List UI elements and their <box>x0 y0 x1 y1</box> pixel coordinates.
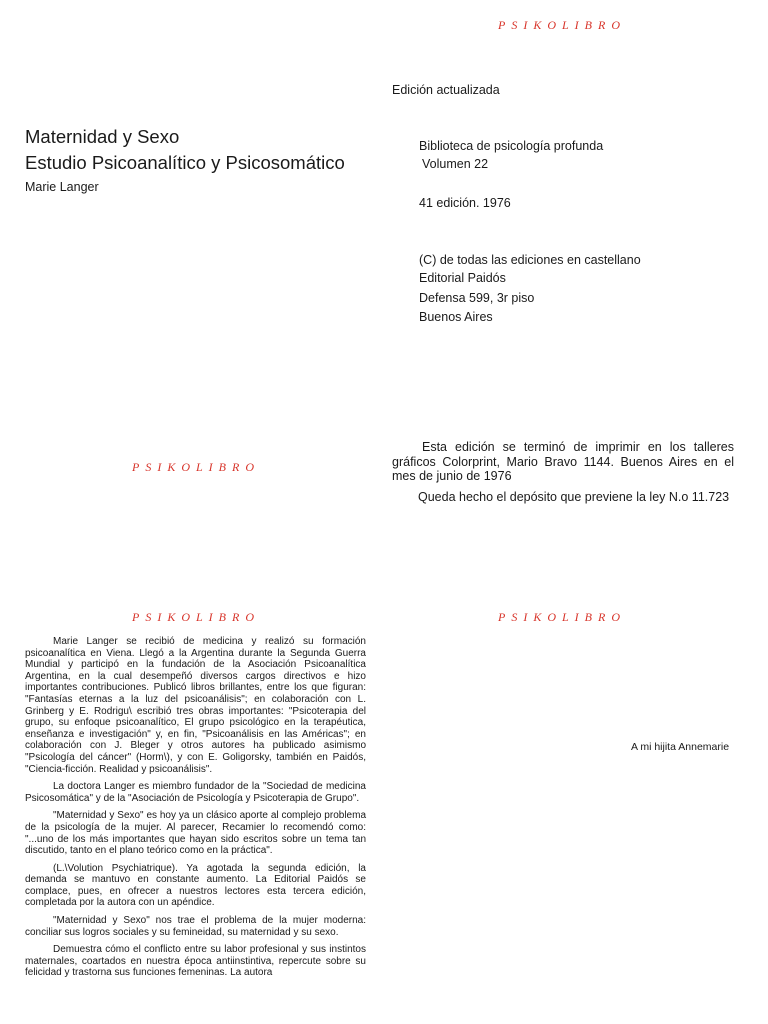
bio-paragraph: Demuestra cómo el conflicto entre su labor profesional y sus instintos maternales, coartados en nuestra época antiinstintiva, repercute sobre su felicidad y trastorna sus funciones femeninas. La autora <box>25 944 366 979</box>
bio-paragraph: (L.\Volution Psychiatrique). Ya agotada la segunda edición, la demanda se mantuvo en constante aumento. La Editorial Paidós se complace, pues, en ofrecer a nuestros lectores esta tercera edición, completada por la autora con un apéndice. <box>25 862 366 909</box>
logo-text: PSIKOLIBRO <box>498 610 626 624</box>
bio-paragraph: Marie Langer se recibió de medicina y realizó su formación psicoanalítica en Viena. Llegó a la Argentina durante la Segunda Guerra Mundial y participó en la fundación de la Asociación Psicoanalítica Argentina, en la cual desempeñó diversos cargos directivos e hizo importantes contribuciones. Publicó libros brillantes, entre los que figuran: "Fantasías eternas a la luz del psicoanálisis"; en colaboración con L. Grinberg y E. Rodrigu\ escribió tres obras importantes: "Psicoterapia del grupo, su enfoque psicoanalítico, El grupo psicológico en la terapéutica, enseñanza e investigación" y, en fin, "Psicoanálisis en las Américas"; en colaboración con J. Bleger y otros autores ha publicado asimismo "Psicología del cáncer" (Horm\), y con E. Goligorsky, también en Paidós, "Ciencia-ficción. Realidad y psicoanálisis". <box>25 636 366 775</box>
legal-deposit: Queda hecho el depósito que previene la ley N.o 11.723 <box>418 489 730 504</box>
bio-paragraph: "Maternidad y Sexo" es hoy ya un clásico aporte al complejo problema de la psicología de la mujer. Al parecer, Recamier lo recomendó como: "...uno de los más importantes que hayan sido escritos sobre un tema tan discutido, tanto en el plano teórico como en la práctica". <box>25 810 366 857</box>
author-bio <box>25 636 366 985</box>
publisher-address: Defensa 599, 3r piso <box>419 291 535 305</box>
printing-notice <box>392 440 734 504</box>
psikolibro-logo-bottom-left <box>132 610 260 625</box>
book-title <box>25 124 345 176</box>
volume-number: Volumen 22 <box>422 157 489 171</box>
psikolibro-logo-top-right <box>498 18 626 33</box>
bio-paragraph: "Maternidad y Sexo" nos trae el problema de la mujer moderna: conciliar sus logros sociales y su femineidad, su maternidad y su sexo. <box>25 915 366 938</box>
copyright-line: (C) de todas las ediciones en castellano <box>419 253 641 267</box>
logo-text: PSIKOLIBRO <box>132 610 260 624</box>
dedication: A mi hijita Annemarie <box>631 741 730 753</box>
author-name: Marie Langer <box>25 180 99 194</box>
edition-year: 41 edición. 1976 <box>419 196 511 210</box>
title-line-1: Maternidad y Sexo <box>25 126 180 147</box>
publisher-name: Editorial Paidós <box>419 271 506 285</box>
series-name: Biblioteca de psicología profunda <box>419 139 604 153</box>
bio-paragraph: La doctora Langer es miembro fundador de la "Sociedad de medicina Psicosomática" y de la "Asociación de Psicología y Psicoterapia de Grupo". <box>25 781 366 804</box>
psikolibro-logo-middle-left <box>132 460 260 475</box>
printing-text: Esta edición se terminó de imprimir en los talleres gráficos Colorprint, Mario Bravo 1144. Buenos Aires en el mes de junio de 1976 <box>392 440 734 484</box>
logo-text: PSIKOLIBRO <box>132 460 260 474</box>
logo-text: PSIKOLIBRO <box>498 18 626 32</box>
psikolibro-logo-bottom-right <box>498 610 626 625</box>
title-line-2: Estudio Psicoanalítico y Psicosomático <box>25 152 345 173</box>
edition-note: Edición actualizada <box>392 83 500 97</box>
publisher-city: Buenos Aires <box>419 310 493 324</box>
